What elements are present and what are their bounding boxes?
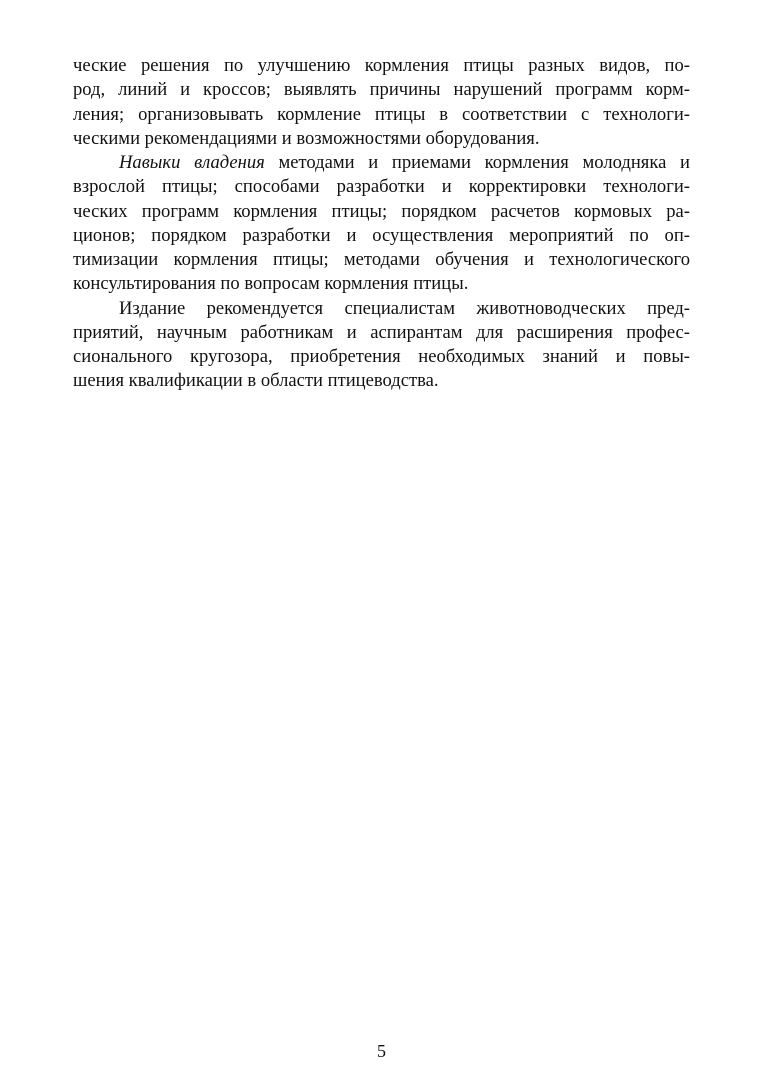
text-line: ления; организовывать кормление птицы в соответствии с технологи-: [73, 103, 690, 125]
page-number: 5: [377, 1041, 386, 1061]
text-line: ческих программ кормления птицы; порядком расчетов кормовых ра-: [73, 200, 690, 222]
text-line: [73, 151, 690, 175]
text-line: ческие решения по улучшению кормления птицы разных видов, по-: [73, 55, 690, 76]
text-fragment: методами и приемами кормления молодняка и: [264, 152, 690, 173]
text-line: консультирования по вопросам кормления птицы.: [73, 273, 469, 295]
text-line: Издание рекомендуется специалистам животноводческих пред-: [119, 297, 690, 319]
text-line: ческими рекомендациями и возможностями оборудования.: [73, 127, 540, 149]
text-line: сионального кругозора, приобретения необходимых знаний и повы-: [73, 346, 690, 367]
page-body: [73, 54, 690, 394]
text-line: род, линий и кроссов; выявлять причины нарушений программ корм-: [73, 79, 690, 101]
italic-lead-phrase: Навыки владения: [119, 152, 265, 173]
text-line: тимизации кормления птицы; методами обучения и технологического: [73, 249, 690, 270]
text-line: взрослой птицы; способами разработки и корректировки технологи-: [73, 176, 690, 198]
text-line: ционов; порядком разработки и осуществления мероприятий по оп-: [73, 224, 690, 246]
text-line: шения квалификации в области птицеводства.: [73, 370, 439, 392]
text-line: приятий, научным работникам и аспирантам для расширения профес-: [73, 321, 690, 343]
